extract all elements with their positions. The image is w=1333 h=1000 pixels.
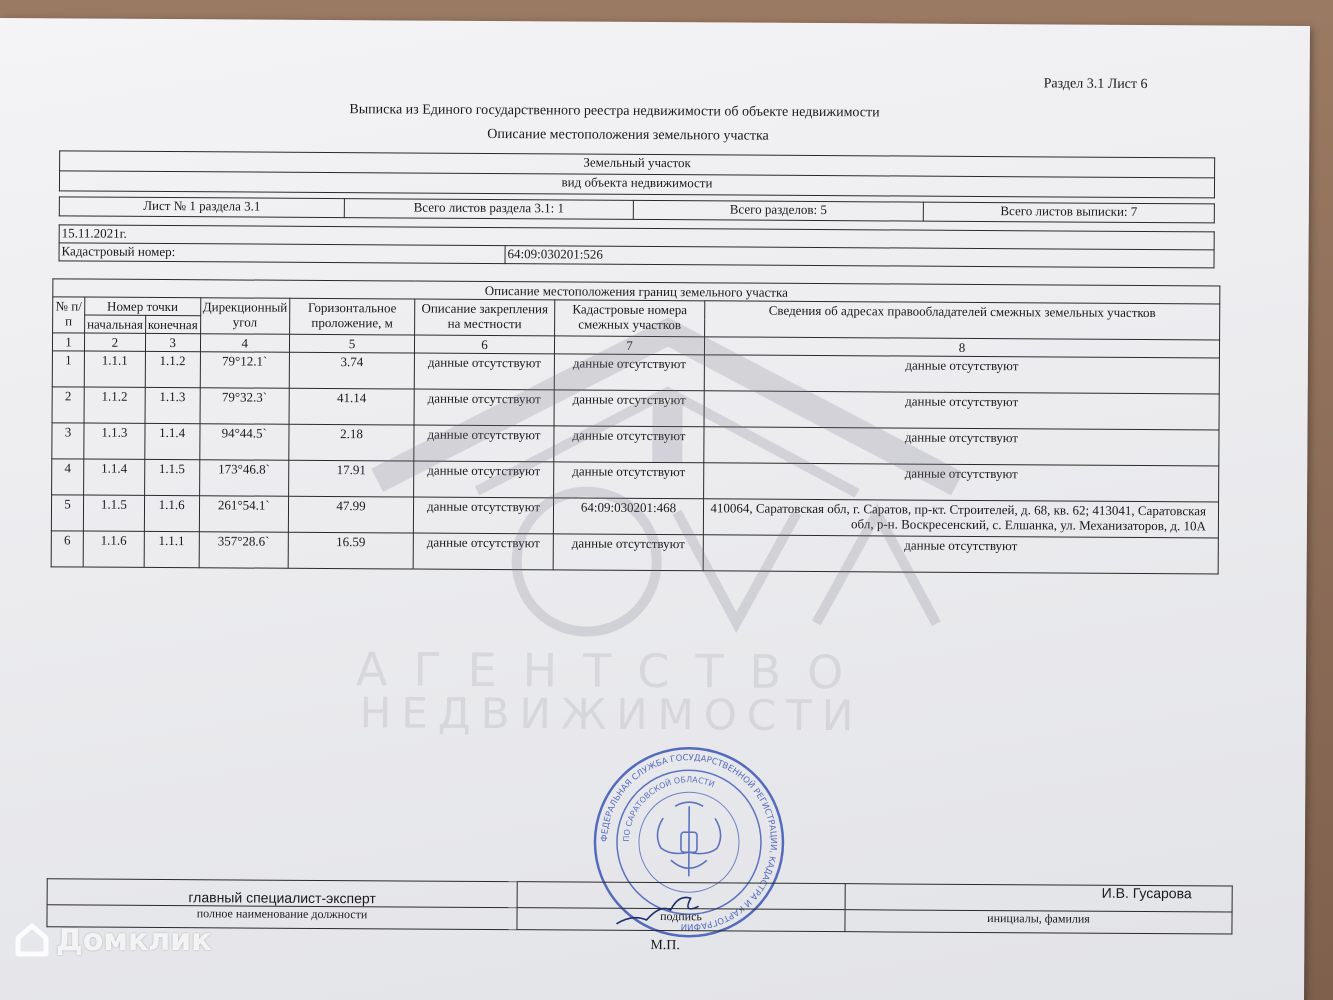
column-number: 4 — [200, 334, 290, 353]
row-distance: 2.18 — [289, 424, 414, 461]
total-sheets-extract: Всего листов выписки: 7 — [923, 202, 1214, 223]
domclick-brand-text: Домклик — [56, 922, 212, 958]
column-number: 2 — [84, 333, 145, 351]
row-owner: данные отсутствуют — [703, 535, 1218, 574]
row-start: 1.1.4 — [84, 459, 145, 495]
row-owner: 410064, Саратовская обл, г. Саратов, пр-кт. Строителей, д. 68, кв. 62; 413041, Саратовская обл, р-н. Воскресенский, с. Елшанка, ул. Механизаторов, д. 10А — [703, 499, 1218, 538]
position-caption: полное наименование должности — [47, 905, 517, 930]
header-num: № п/п — [53, 297, 85, 333]
seal-place-label: М.П. — [650, 937, 680, 954]
row-distance: 17.91 — [289, 460, 414, 497]
column-number: 7 — [554, 336, 704, 355]
cadastral-label: Кадастровый номер: — [59, 243, 505, 264]
header-point-end: конечная — [145, 315, 200, 333]
row-angle: 357°28.6` — [199, 532, 289, 569]
cadastral-table — [59, 224, 1215, 268]
row-start: 1.1.6 — [83, 531, 144, 567]
handwritten-signature-icon — [612, 884, 702, 933]
boundaries-title: Описание местоположения границ земельного участка — [53, 279, 1220, 304]
row-distance: 3.74 — [289, 352, 414, 389]
column-number: 1 — [52, 333, 84, 351]
sheet-reference: Раздел 3.1 Лист 6 — [1043, 76, 1148, 93]
row-num: 5 — [51, 495, 83, 531]
header-distance: Горизонтальное проложение, м — [290, 298, 415, 335]
sheet-number: Лист № 1 раздела 3.1 — [59, 197, 344, 218]
svg-text:ПО САРАТОВСКОЙ ОБЛАСТИ — [622, 775, 716, 843]
watermark-line-1: АГЕНТСТВО — [355, 642, 870, 700]
row-distance: 41.14 — [289, 388, 414, 425]
header-neighbors: Кадастровые номера смежных участков — [555, 300, 705, 337]
row-angle: 261°54.1` — [199, 496, 289, 533]
row-angle: 94°44.5` — [199, 424, 289, 461]
row-cadastral: данные отсутствуют — [554, 462, 704, 499]
seal-inner-text: ПО САРАТОВСКОЙ ОБЛАСТИ — [621, 775, 716, 843]
row-owner: данные отсутствуют — [704, 427, 1219, 466]
row-num: 3 — [52, 423, 84, 459]
document-subtitle: Описание местоположения земельного участка — [487, 126, 769, 144]
row-num: 2 — [52, 387, 84, 423]
row-owner: данные отсутствуют — [704, 355, 1219, 394]
row-angle: 79°12.1` — [200, 352, 290, 389]
row-cadastral: данные отсутствуют — [554, 426, 704, 463]
row-num: 6 — [51, 531, 83, 567]
row-owner: данные отсутствуют — [704, 391, 1219, 430]
column-number: 6 — [414, 335, 554, 354]
row-owner: данные отсутствуют — [704, 463, 1219, 502]
object-type-table — [59, 150, 1215, 198]
row-cadastral: данные отсутствуют — [554, 354, 704, 391]
signer-name: И.В. Гусарова — [845, 884, 1232, 912]
signature-caption: подпись — [517, 908, 845, 932]
row-fixing: данные отсутствуют — [414, 461, 554, 498]
row-start: 1.1.1 — [84, 351, 145, 387]
total-sections: Всего разделов: 5 — [633, 200, 923, 221]
document-title: Выписка из Единого государственного реестра недвижимости об объекте недвижимости — [349, 102, 880, 121]
object-type-caption: вид объекта недвижимости — [59, 171, 1214, 198]
row-end: 1.1.2 — [145, 351, 200, 387]
row-cadastral: данные отсутствуют — [554, 390, 704, 427]
header-angle: Дирекционный угол — [200, 298, 290, 335]
header-fixing: Описание закрепления на местности — [415, 299, 555, 336]
row-cadastral: данные отсутствуют — [553, 534, 703, 571]
boundaries-table — [51, 278, 1221, 574]
row-distance: 16.59 — [288, 532, 413, 569]
domclick-logo — [14, 922, 212, 958]
row-num: 4 — [52, 459, 84, 495]
row-fixing: данные отсутствуют — [413, 497, 553, 534]
sheets-info-table — [59, 196, 1215, 223]
header-point-start: начальная — [85, 315, 146, 333]
cadastral-number: 64:09:030201:526 — [505, 246, 1214, 268]
row-start: 1.1.2 — [84, 387, 145, 423]
table-row — [51, 531, 1218, 574]
column-number: 3 — [145, 333, 200, 351]
row-end: 1.1.6 — [144, 495, 199, 531]
header-point: Номер точки — [85, 297, 201, 316]
name-caption: инициалы, фамилия — [845, 910, 1232, 934]
row-fixing: данные отсутствуют — [413, 533, 553, 570]
extract-date: 15.11.2021г. — [59, 225, 1214, 250]
object-type: Земельный участок — [60, 151, 1215, 178]
row-end: 1.1.5 — [144, 459, 199, 495]
row-end: 1.1.1 — [144, 531, 199, 567]
house-logo-icon — [14, 922, 50, 958]
row-cadastral: 64:09:030201:468 — [553, 498, 703, 535]
total-sheets-section: Всего листов раздела 3.1: 1 — [344, 199, 633, 220]
column-number: 5 — [289, 334, 414, 353]
position-title: главный специалист-эксперт — [47, 879, 517, 908]
seal-ring-text: ФЕДЕРАЛЬНАЯ СЛУЖБА ГОСУДАРСТВЕННОЙ РЕГИСТРАЦИИ, КАДАСТРА И КАРТОГРАФИИ — [599, 753, 779, 932]
row-distance: 47.99 — [288, 496, 413, 533]
row-start: 1.1.3 — [84, 423, 145, 459]
row-end: 1.1.4 — [145, 423, 200, 459]
column-number: 8 — [704, 337, 1219, 358]
row-angle: 173°46.8` — [199, 460, 289, 497]
row-angle: 79°32.3` — [200, 388, 290, 425]
watermark-line-2: НЕДВИЖИМОСТИ — [359, 688, 864, 741]
header-owners: Сведения об адресах правообладателей смежных земельных участков — [705, 301, 1220, 340]
row-end: 1.1.3 — [145, 387, 200, 423]
row-fixing: данные отсутствуют — [414, 425, 554, 462]
row-num: 1 — [52, 351, 84, 387]
row-fixing: данные отсутствуют — [414, 353, 554, 390]
document-page — [0, 18, 1310, 1000]
row-start: 1.1.5 — [83, 495, 144, 531]
row-fixing: данные отсутствуют — [414, 389, 554, 426]
